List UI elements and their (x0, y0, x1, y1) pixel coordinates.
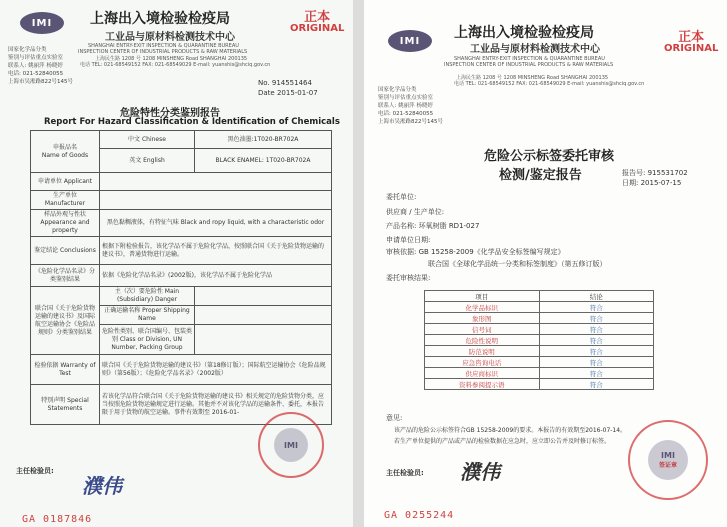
bureau-title: 上海出入境检验检疫局 (90, 11, 230, 27)
contact: 电话 TEL: 021-68549152 FAX: 021-68549029 E-mail: yuanshis@shciq.gov.cn (80, 62, 271, 68)
bureau-title-en: SHANGHAI ENTRY-EXIT INSPECTION & QUARANTINE BUREAU (88, 43, 239, 49)
conclusion-label: 鉴定结论 Conclusions (31, 237, 100, 265)
class-division-value (195, 325, 332, 355)
page-gap (353, 0, 364, 527)
list-label: 《危险化学品名录》分类鉴别结果 (31, 265, 100, 287)
shipping-name-value (195, 306, 332, 325)
item-cell: 资料参阅提示语 (425, 379, 540, 390)
opinion-label: 意见: (386, 414, 403, 422)
item-cell: 化学品标识 (425, 302, 540, 313)
no-value: 914551464 (271, 79, 312, 87)
opinion-text-2: 若生产单位提供的产品或产品的检验数据在应急时，应立即公告并及时修订标签。 (394, 438, 611, 445)
chinese-label: 中文 Chinese (100, 131, 195, 149)
side-note-line: 鉴别与评估重点实验室 (378, 95, 434, 101)
english-label: 英文 English (100, 149, 195, 173)
side-note-line: 上海市吴淞路822号145号 (378, 119, 443, 125)
inspector-signature: 濮伟 (460, 460, 500, 484)
apply-date-label: 申请单位日期: (386, 236, 431, 244)
transport-label: 联合国《关于危险货物运输的建议书》及国际航空运输协会《危险品规则》分类鉴别结果 (31, 287, 100, 355)
product-line (386, 221, 479, 231)
bureau-title: 上海出入境检验检疫局 (454, 25, 594, 41)
right-certificate (364, 0, 727, 527)
original-mark (664, 32, 718, 54)
center-title: 工业品与原材料检测技术中心 (105, 32, 235, 43)
center-title: 工业品与原材料检测技术中心 (470, 44, 600, 55)
result-cell: 符合 (539, 324, 654, 335)
chinese-value: 黑色油墨:1T020-BR702A (195, 131, 332, 149)
list-value: 依据《危险化学品名录》(2002版)，该化学品不属于危险化学品 (100, 265, 332, 287)
manufacturer-value (100, 191, 332, 210)
center-title-en: INSPECTION CENTER OF INDUSTRIAL PRODUCTS & RAW MATERIALS (78, 49, 248, 55)
head-result: 结论 (539, 291, 654, 302)
report-title-en: Report For Hazard Classification & Identification of Chemicals (44, 117, 340, 127)
side-note (8, 46, 73, 86)
report-no: 915531702 (647, 169, 688, 177)
table-row (425, 302, 654, 313)
report-meta (622, 168, 688, 188)
name-label-cn: 申报品名 (52, 143, 77, 151)
date-label: Date (258, 89, 275, 97)
table-row (425, 368, 654, 379)
seal-label: 签证章 (658, 462, 677, 469)
table-row (425, 379, 654, 390)
warranty-label: 检验依据 Warranty of Test (31, 355, 100, 385)
side-note-line: 联系人: 姚丽萍 杨晓婷 (378, 103, 433, 109)
imi-logo (20, 12, 64, 34)
report-title-cn: 危险特性分类鉴别报告 (120, 108, 220, 119)
side-note-line: 上海市吴淞路822号145号 (8, 79, 73, 85)
bureau-title-en: SHANGHAI ENTRY-EXIT INSPECTION & QUARANTINE BUREAU (454, 56, 605, 62)
official-seal (258, 412, 324, 478)
warranty-value: 联合国《关于危险货物运输的建议书》（第18修订版）；国际航空运输协会《危险品规则》（第56版）；《危险化学品名录》（2002版） (100, 355, 332, 385)
item-cell: 危险性说明 (425, 335, 540, 346)
table-row (425, 335, 654, 346)
item-cell: 信号词 (425, 324, 540, 335)
official-seal (628, 420, 708, 500)
name-label-en: Name of Goods (41, 151, 89, 159)
opinion-text: 该产品的危险公示标签符合GB 15258-2009的要求。本报告的有效期至2016-07-14。 (394, 427, 627, 434)
inspector-label: 主任检验员: (16, 467, 54, 475)
result-cell: 符合 (539, 313, 654, 324)
seal-text: IMI (284, 440, 298, 450)
result-label: 委托审核结果: (386, 274, 431, 282)
appearance-value: 黑色黏稠液体，有特征气味 Black and ropy liquid, with a characteristic odor (100, 210, 332, 237)
special-value: 若该化学品符合联合国《关于危险货物运输的建议书》相关规定的危险货物分类，应当按照危险货物运输规定进行运输。其他并不对该化学品的运输条件、委托，本报告限于用于货物的航空运输。事件有效期至 2016-01- (100, 385, 332, 425)
manufacturer-label: 生产单位 Manufacturer (31, 191, 100, 210)
report-title-line2: 检测/鉴定报告 (499, 168, 582, 183)
item-cell: 防范说明 (425, 346, 540, 357)
english-value: BLACK ENAMEL: 1T020-BR702A (195, 149, 332, 173)
address: 上海民生路 1208 号 1208 MINSHENG Road SHANGHAI 200135 (456, 75, 609, 81)
client-label: 委托单位: (386, 193, 417, 201)
table-row (425, 324, 654, 335)
side-note-line: 电话: 021-52840055 (378, 111, 434, 117)
date-value: 2015-07-15 (640, 179, 682, 187)
class-division-label: 危险性类别、联合国编号、包装类别 Class or Division, UN Number, Packing Group (100, 325, 195, 355)
conclusion-value: 根据下附检验报告，该化学品不属于危险化学品，按照联合国《关于危险货物运输的建议书》，普通货物进行运输。 (100, 237, 332, 265)
side-note-line: 联系人: 姚丽萍 杨晓婷 (8, 63, 63, 69)
shipping-name-label: 正确运输名称 Proper Shipping Name (100, 306, 195, 325)
report-meta (258, 78, 318, 98)
basis-line: 审核依据: GB 15258-2009《化学品安全标签编写规定》 (386, 248, 565, 256)
inspector-label: 主任检验员: (386, 469, 424, 477)
applicant-label: 申请单位 Applicant (31, 173, 100, 191)
table-row (425, 346, 654, 357)
no-label: No. (258, 79, 270, 87)
center-title-en: INSPECTION CENTER OF INDUSTRIAL PRODUCTS & RAW MATERIALS (444, 62, 614, 68)
item-cell: 象形图 (425, 313, 540, 324)
serial-number: GA 0255244 (384, 510, 455, 521)
side-note-line: 国家化学品分类 (8, 47, 47, 53)
side-note-line: 电话: 021-52840055 (8, 71, 64, 77)
original-mark (290, 12, 344, 34)
original-en: ORIGINAL (664, 43, 719, 54)
maker-label: 供应商 / 生产单位: (386, 208, 445, 216)
table-row (425, 313, 654, 324)
basis-line-2: 联合国《全球化学品统一分类和标签制度》（第五修订版） (428, 260, 607, 268)
table-row (425, 357, 654, 368)
logo-text: IMI (399, 35, 421, 47)
name-label (31, 131, 100, 173)
side-note-line: 国家化学品分类 (378, 87, 417, 93)
head-item: 项目 (425, 291, 540, 302)
applicant-value (100, 173, 332, 191)
contact: 电话 TEL: 021-68549152 FAX: 021-68549029 E-mail: yuanshis@shciq.gov.cn (454, 81, 645, 87)
result-cell: 符合 (539, 357, 654, 368)
original-en: ORIGINAL (290, 23, 345, 34)
inspector-signature: 濮伟 (82, 474, 122, 498)
report-title-line1: 危险公示标签委托审核 (484, 149, 615, 164)
serial-number: GA 0187846 (22, 514, 93, 525)
main-danger-label: 主（次）要危险性 Main (Subsidiary) Danger (100, 287, 195, 306)
result-cell: 符合 (539, 379, 654, 390)
logo-text: IMI (31, 17, 53, 29)
product-value: 环氧树脂 RD1-027 (418, 222, 480, 230)
result-cell: 符合 (539, 302, 654, 313)
date-value: 2015-01-07 (276, 89, 318, 97)
original-cn: 正本 (678, 30, 705, 45)
product-label: 产品名称: (386, 222, 417, 230)
left-certificate (0, 0, 353, 527)
special-label: 特别声明 Special Statements (31, 385, 100, 425)
imi-logo (388, 30, 432, 52)
result-cell: 符合 (539, 346, 654, 357)
review-table (424, 290, 654, 390)
seal-text: IMI (661, 451, 675, 460)
report-no-label: 报告号: (622, 169, 646, 177)
result-cell: 符合 (539, 335, 654, 346)
appearance-label: 样品外观与性状 Appearance and property (31, 210, 100, 237)
date-label: 日期: (622, 179, 639, 187)
side-note (378, 86, 443, 126)
address: 上海民生路 1208 号 1208 MINSHENG Road SHANGHAI 200135 (95, 56, 248, 62)
main-danger-value (195, 287, 332, 306)
item-cell: 供应商标识 (425, 368, 540, 379)
report-table (30, 130, 332, 425)
original-cn: 正本 (304, 10, 331, 25)
result-cell: 符合 (539, 368, 654, 379)
side-note-line: 鉴别与评估重点实验室 (8, 55, 64, 61)
item-cell: 应急咨询电话 (425, 357, 540, 368)
